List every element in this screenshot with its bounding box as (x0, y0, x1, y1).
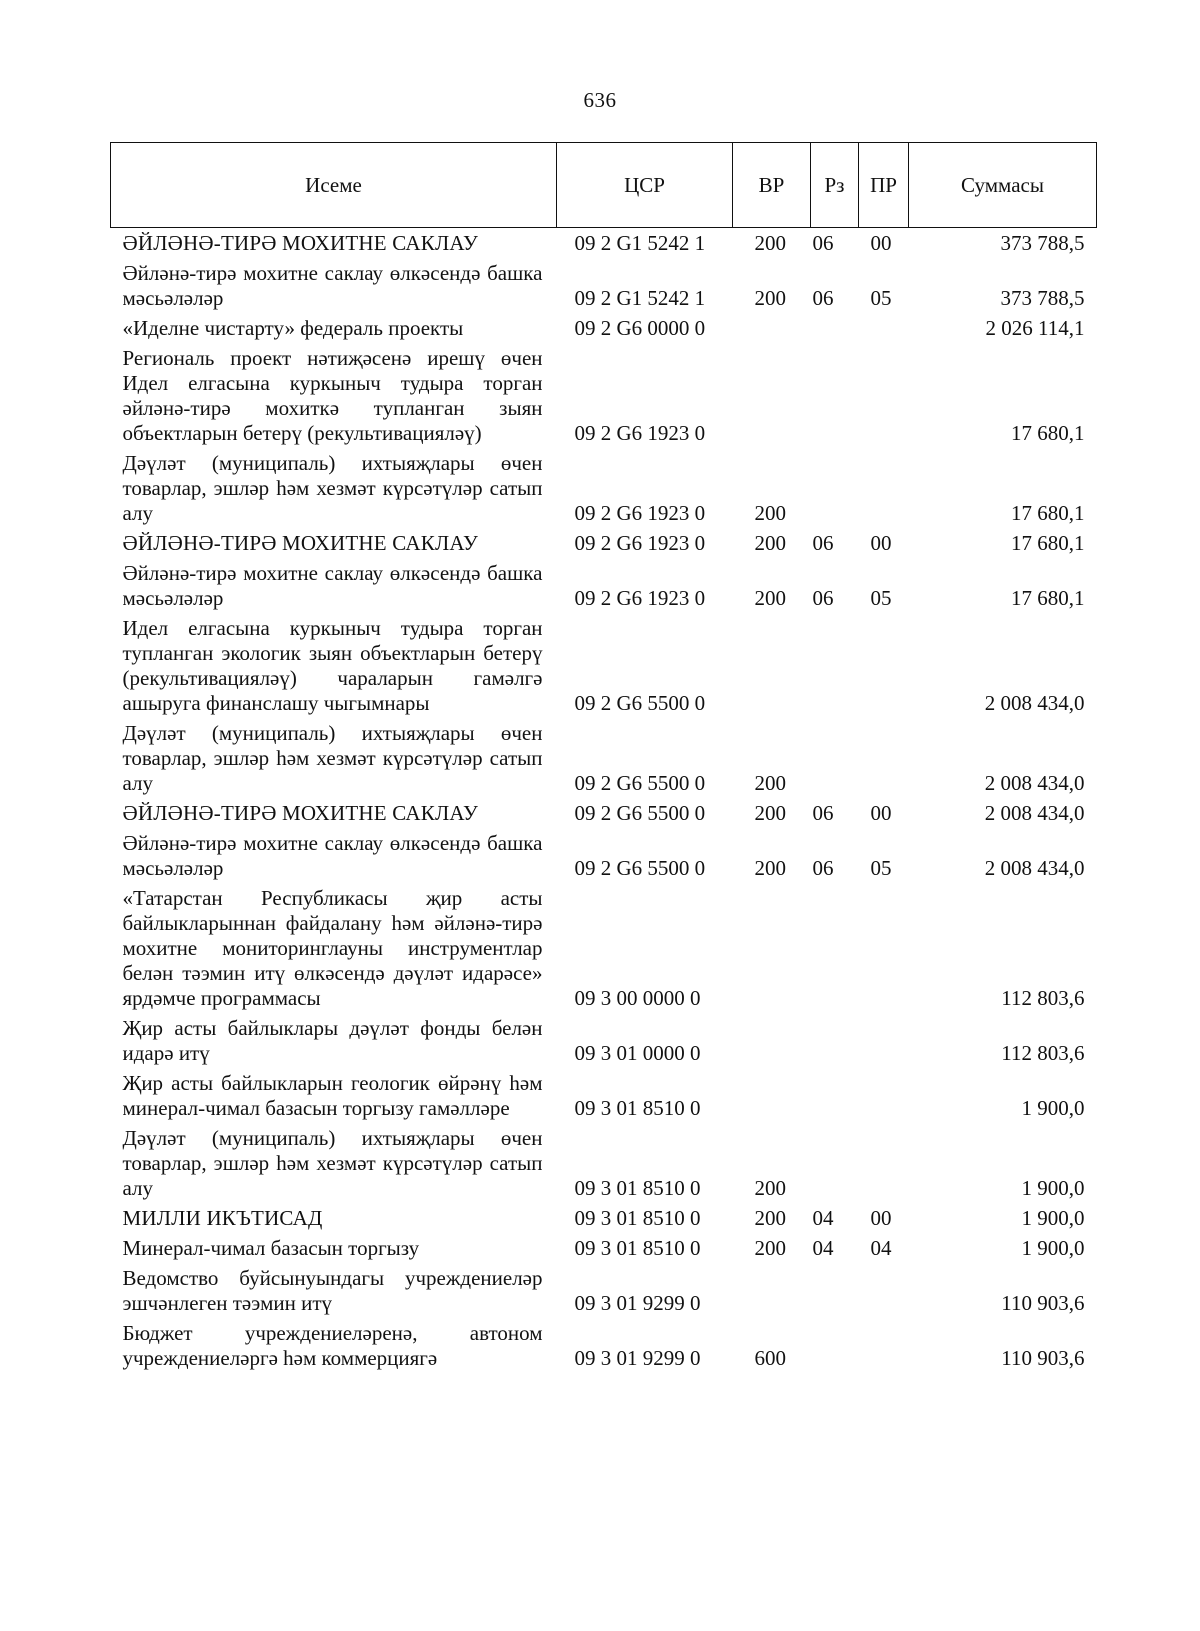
cell-vr (733, 343, 811, 448)
cell-rz: 06 (812, 856, 834, 880)
cell-csr: 09 3 01 9299 0 (574, 1291, 701, 1315)
cell-rz (811, 1318, 859, 1373)
cell-name: Дәүләт (муниципаль) ихтыяҗлары өчен товарлар, эшләр һәм хезмәт күрсәтүләр сатып алу (122, 451, 543, 525)
cell-pr: 00 (870, 531, 892, 555)
header-row (111, 143, 1097, 228)
cell-sum: 1 900,0 (1021, 1236, 1085, 1260)
cell-vr (733, 613, 811, 718)
header-rz: Рз (811, 143, 859, 228)
cell-vr: 200 (754, 801, 786, 825)
table-row (111, 558, 1097, 613)
cell-vr: 200 (754, 1176, 786, 1200)
header-pr: ПР (859, 143, 909, 228)
cell-csr: 09 3 01 8510 0 (574, 1236, 701, 1260)
table-row (111, 228, 1097, 259)
cell-pr: 05 (870, 586, 892, 610)
cell-pr: 05 (870, 856, 892, 880)
cell-pr: 00 (870, 231, 892, 255)
cell-pr (859, 1318, 909, 1373)
cell-pr (859, 613, 909, 718)
cell-vr: 200 (754, 231, 786, 255)
cell-csr: 09 2 G1 5242 1 (574, 231, 706, 255)
table-row (111, 448, 1097, 528)
cell-csr: 09 2 G6 5500 0 (574, 771, 706, 795)
cell-name: Җир асты байлыкларын геологик өйрәнү һәм минерал-чимал базасын торгызу гамәлләре (122, 1071, 543, 1120)
cell-csr: 09 2 G6 0000 0 (574, 316, 706, 340)
cell-vr: 200 (754, 501, 786, 525)
cell-rz: 04 (812, 1206, 834, 1230)
table-row (111, 718, 1097, 798)
cell-sum: 2 008 434,0 (984, 801, 1085, 825)
cell-csr: 09 2 G6 5500 0 (574, 856, 706, 880)
cell-name: Региональ проект нәтиҗәсенә ирешү өчен Идел елгасына куркыныч тудыра торган әйләнә-тирә мохиткә тупланган зыян объектларын бетерү (рекультивацияләү) (122, 346, 543, 445)
cell-vr: 200 (754, 586, 786, 610)
cell-name: Идел елгасына куркыныч тудыра торган тупланган экологик зыян объектларын бетерү (рекультивацияләү) чараларын гамәлгә ашыруга финанслашу чыгымнары (122, 616, 543, 715)
cell-rz: 06 (812, 231, 834, 255)
cell-sum: 1 900,0 (1021, 1206, 1085, 1230)
cell-name: Җир асты байлыклары дәүләт фонды белән идарә итү (122, 1016, 543, 1065)
table-row (111, 528, 1097, 558)
cell-rz (811, 883, 859, 1013)
table-row (111, 1013, 1097, 1068)
cell-csr: 09 3 01 9299 0 (574, 1346, 701, 1370)
cell-sum: 17 680,1 (1011, 586, 1085, 610)
table-row (111, 1068, 1097, 1123)
cell-csr: 09 2 G1 5242 1 (574, 286, 706, 310)
cell-pr (859, 1123, 909, 1203)
cell-rz (811, 448, 859, 528)
cell-sum: 2 026 114,1 (985, 316, 1085, 340)
cell-name: ӘЙЛӘНӘ-ТИРӘ МОХИТНЕ САКЛАУ (122, 231, 479, 255)
cell-csr: 09 3 00 0000 0 (574, 986, 701, 1010)
cell-vr: 200 (754, 531, 786, 555)
cell-csr: 09 2 G6 5500 0 (574, 691, 706, 715)
cell-name: Дәүләт (муниципаль) ихтыяҗлары өчен товарлар, эшләр һәм хезмәт күрсәтүләр сатып алу (122, 1126, 543, 1200)
cell-pr (859, 313, 909, 343)
cell-sum: 17 680,1 (1011, 501, 1085, 525)
table-row (111, 1123, 1097, 1203)
cell-name: ӘЙЛӘНӘ-ТИРӘ МОХИТНЕ САКЛАУ (122, 801, 479, 825)
cell-name: Әйләнә-тирә мохитне саклау өлкәсендә башка мәсьәләләр (122, 561, 543, 610)
cell-sum: 1 900,0 (1021, 1176, 1085, 1200)
cell-pr: 04 (870, 1236, 892, 1260)
table-row (111, 343, 1097, 448)
cell-vr: 200 (754, 1236, 786, 1260)
cell-rz: 06 (812, 586, 834, 610)
cell-rz (811, 1123, 859, 1203)
cell-pr (859, 883, 909, 1013)
cell-sum: 1 900,0 (1021, 1096, 1085, 1120)
header-name: Исеме (111, 143, 557, 228)
cell-vr (733, 1263, 811, 1318)
cell-vr (733, 1068, 811, 1123)
cell-csr: 09 2 G6 1923 0 (574, 531, 706, 555)
cell-name: Дәүләт (муниципаль) ихтыяҗлары өчен товарлар, эшләр һәм хезмәт күрсәтүләр сатып алу (122, 721, 543, 795)
cell-sum: 17 680,1 (1011, 531, 1085, 555)
table-row (111, 828, 1097, 883)
cell-sum: 17 680,1 (1011, 421, 1085, 445)
cell-sum: 373 788,5 (1000, 286, 1085, 310)
table-body (111, 228, 1097, 1374)
cell-rz: 06 (812, 531, 834, 555)
cell-vr: 600 (754, 1346, 786, 1370)
cell-sum: 2 008 434,0 (984, 856, 1085, 880)
table-row (111, 883, 1097, 1013)
cell-vr (733, 1013, 811, 1068)
cell-sum: 2 008 434,0 (984, 771, 1085, 795)
cell-name: Минерал-чимал базасын торгызу (122, 1236, 420, 1260)
cell-name: «Иделне чистарту» федераль проекты (122, 316, 464, 340)
cell-rz (811, 343, 859, 448)
table-row (111, 258, 1097, 313)
cell-rz: 04 (812, 1236, 834, 1260)
cell-vr (733, 313, 811, 343)
cell-name: Әйләнә-тирә мохитне саклау өлкәсендә башка мәсьәләләр (122, 831, 543, 880)
table-row (111, 798, 1097, 828)
cell-name: Әйләнә-тирә мохитне саклау өлкәсендә башка мәсьәләләр (122, 261, 543, 310)
cell-pr (859, 448, 909, 528)
cell-csr: 09 3 01 8510 0 (574, 1096, 701, 1120)
cell-vr: 200 (754, 1206, 786, 1230)
table-row (111, 1263, 1097, 1318)
cell-rz (811, 313, 859, 343)
header-vr: ВР (733, 143, 811, 228)
cell-vr: 200 (754, 856, 786, 880)
cell-sum: 112 803,6 (1001, 1041, 1085, 1065)
cell-sum: 110 903,6 (1001, 1346, 1085, 1370)
page-number: 636 (583, 88, 617, 112)
cell-vr: 200 (754, 286, 786, 310)
table-row (111, 613, 1097, 718)
header-csr: ЦСР (557, 143, 733, 228)
cell-vr (733, 883, 811, 1013)
cell-vr: 200 (754, 771, 786, 795)
cell-pr (859, 343, 909, 448)
cell-rz: 06 (812, 286, 834, 310)
cell-csr: 09 2 G6 1923 0 (574, 586, 706, 610)
cell-sum: 373 788,5 (1000, 231, 1085, 255)
cell-sum: 112 803,6 (1001, 986, 1085, 1010)
table-row (111, 313, 1097, 343)
cell-rz (811, 1013, 859, 1068)
table-row (111, 1233, 1097, 1263)
cell-rz (811, 718, 859, 798)
cell-rz (811, 1263, 859, 1318)
cell-csr: 09 3 01 8510 0 (574, 1206, 701, 1230)
table-header (111, 143, 1097, 228)
cell-pr (859, 1013, 909, 1068)
cell-rz (811, 1068, 859, 1123)
cell-name: «Татарстан Республикасы җир асты байлыкларыннан файдалану һәм әйләнә-тирә мохитне мониторинглауны инструментлар белән тәэмин итү өлкәсендә дәүләт идарәсе» ярдәмче программасы (122, 886, 543, 1010)
cell-rz (811, 613, 859, 718)
cell-pr (859, 1263, 909, 1318)
cell-rz: 06 (812, 801, 834, 825)
cell-pr: 00 (870, 1206, 892, 1230)
cell-name: МИЛЛИ ИКЪТИСАД (122, 1206, 323, 1230)
cell-pr (859, 1068, 909, 1123)
header-sum: Суммасы (909, 143, 1097, 228)
cell-sum: 110 903,6 (1001, 1291, 1085, 1315)
cell-csr: 09 2 G6 5500 0 (574, 801, 706, 825)
cell-csr: 09 3 01 0000 0 (574, 1041, 701, 1065)
cell-name: Бюджет учреждениеләренә, автоном учреждениеләргә һәм коммерциягә (122, 1321, 543, 1370)
cell-csr: 09 2 G6 1923 0 (574, 501, 706, 525)
table-row (111, 1203, 1097, 1233)
budget-table (110, 142, 1097, 1373)
cell-pr (859, 718, 909, 798)
cell-pr: 00 (870, 801, 892, 825)
cell-name: Ведомство буйсынуындагы учреждениеләр эшчәнлеген тәэмин итү (122, 1266, 543, 1315)
table-row (111, 1318, 1097, 1373)
cell-name: ӘЙЛӘНӘ-ТИРӘ МОХИТНЕ САКЛАУ (122, 531, 479, 555)
cell-pr: 05 (870, 286, 892, 310)
cell-csr: 09 3 01 8510 0 (574, 1176, 701, 1200)
cell-csr: 09 2 G6 1923 0 (574, 421, 706, 445)
cell-sum: 2 008 434,0 (984, 691, 1085, 715)
